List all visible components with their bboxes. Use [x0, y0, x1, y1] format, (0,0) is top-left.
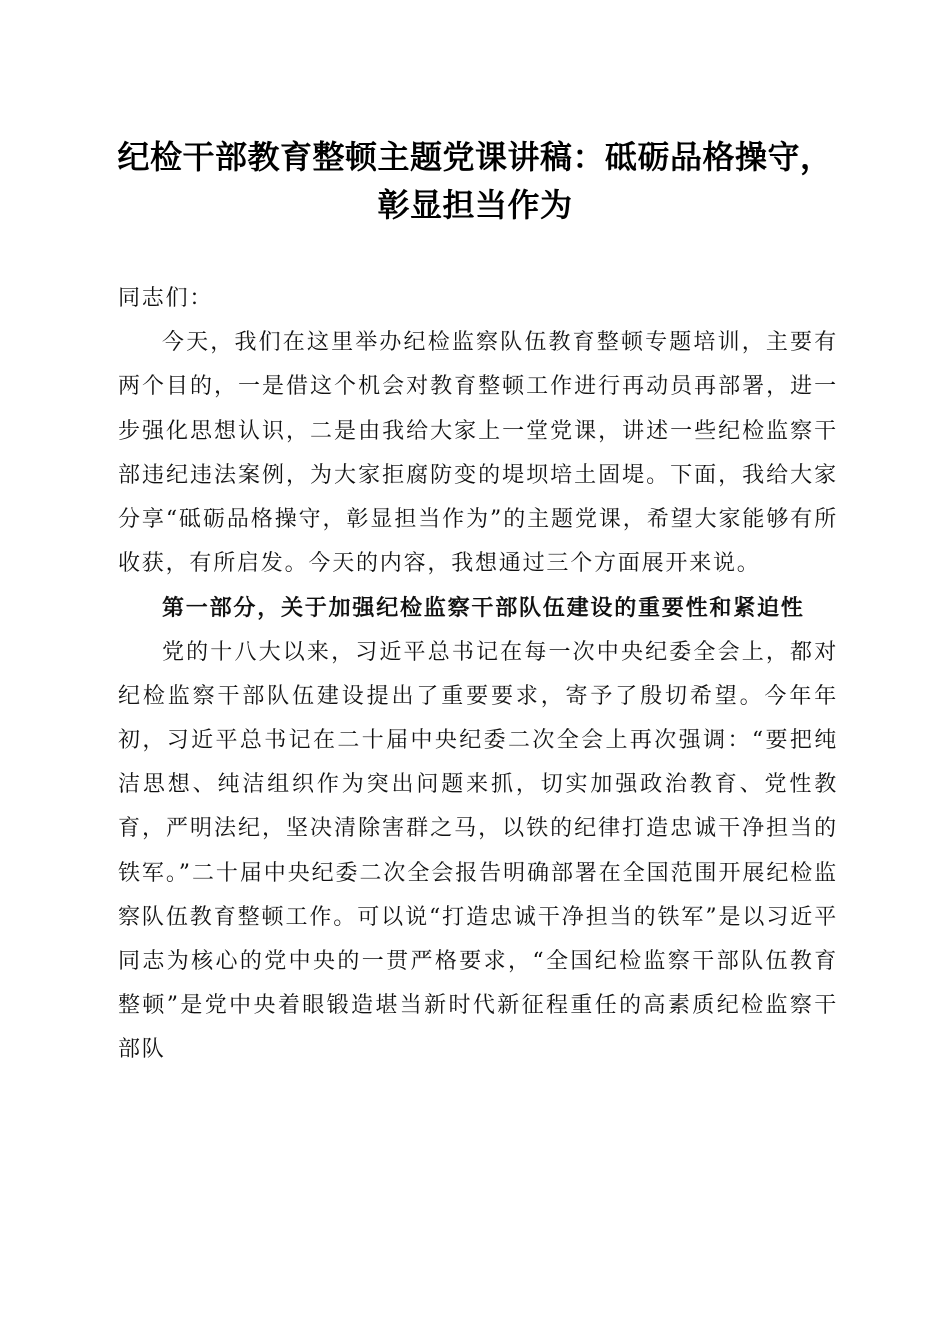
document-title: 纪检干部教育整顿主题党课讲稿：砥砺品格操守，彰显担当作为 — [117, 138, 833, 224]
paragraph-part-one: 党的十八大以来，习近平总书记在每一次中央纪委全会上，都对纪检监察干部队伍建设提出了重要要求，寄予了殷切希望。今年年初，习近平总书记在二十届中央纪委二次全会上再次强调：“要把纯洁思想、纯洁组织作为突出问题来抓，切实加强政治教育、党性教育，严明法纪，坚决清除害群之马，以铁的纪律打造忠诚干净担当的铁军。”二十届中央纪委二次全会报告明确部署在全国范围开展纪检监察队伍教育整顿工作。可以说“打造忠诚干净担当的铁军”是以习近平同志为核心的党中央的一贯严格要求，“全国纪检监察干部队伍教育整顿”是党中央着眼锻造堪当新时代新征程重任的高素质纪检监察干部队 — [118, 639, 838, 1063]
paragraph-intro: 今天，我们在这里举办纪检监察队伍教育整顿专题培训，主要有两个目的，一是借这个机会对教育整顿工作进行再动员再部署，进一步强化思想认识，二是由我给大家上一堂党课，讲述一些纪检监察干部违纪违法案例，为大家拒腐防变的堤坝培土固堤。下面，我给大家分享“砥砺品格操守，彰显担当作为”的主题党课，希望大家能够有所收获，有所启发。今天的内容，我想通过三个方面展开来说。 — [118, 330, 838, 577]
section-heading-part-one: 第一部分，关于加强纪检监察干部队伍建设的重要性和紧迫性 — [162, 595, 805, 622]
salutation: 同志们： — [118, 286, 214, 311]
document-body — [118, 277, 838, 1073]
